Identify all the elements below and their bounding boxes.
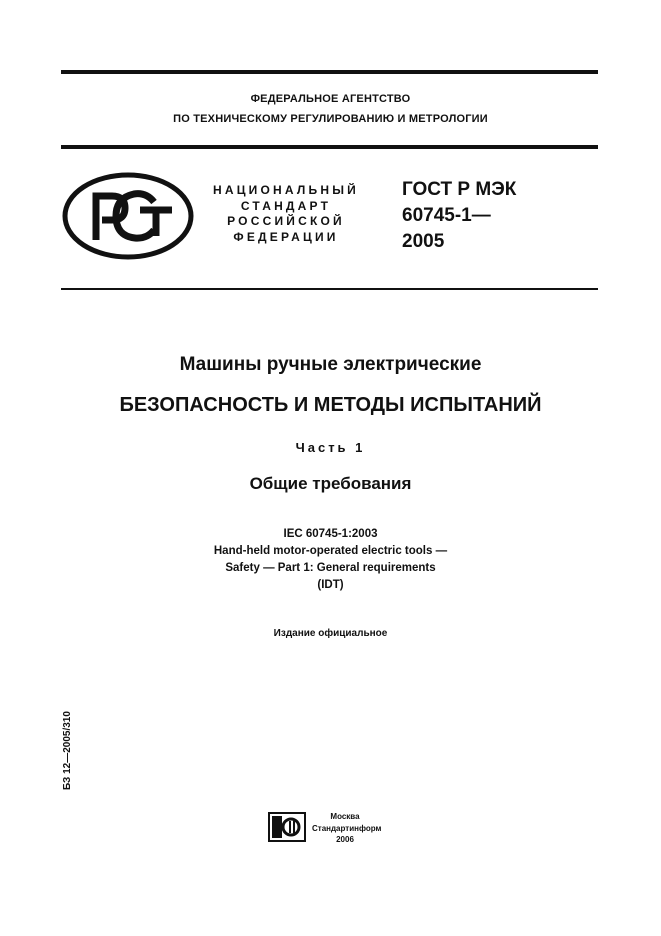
header-rule [61, 145, 598, 149]
national-standard-line-2: СТАНДАРТ [240, 198, 332, 213]
iec-line-3: Safety — Part 1: General requirements [225, 562, 436, 574]
designation-line-3: 2005 [402, 231, 445, 252]
agency-line-2: ПО ТЕХНИЧЕСКОМУ РЕГУЛИРОВАНИЮ И МЕТРОЛОГИИ [173, 113, 488, 125]
standard-designation [402, 177, 516, 255]
side-code: БЗ 12—2005/310 [62, 711, 73, 790]
document-title-caps: БЕЗОПАСНОСТЬ И МЕТОДЫ ИСПЫТАНИЙ [119, 394, 542, 416]
national-standard-line-4: ФЕДЕРАЦИИ [233, 229, 339, 244]
publisher-year: 2006 [336, 835, 354, 844]
top-rule [61, 70, 598, 74]
national-standard-label [198, 183, 374, 245]
edition-label: Издание официальное [273, 628, 388, 639]
designation-line-2: 60745-1— [402, 205, 491, 226]
document-title: Машины ручные электрические [179, 354, 482, 375]
national-standard-line-1: НАЦИОНАЛЬНЫЙ [212, 183, 360, 197]
national-standard-line-3: РОССИЙСКОЙ [227, 214, 345, 228]
publisher-block [312, 811, 382, 846]
designation-line-1: ГОСТ Р МЭК [402, 179, 517, 200]
agency-line-1: ФЕДЕРАЛЬНОЕ АГЕНТСТВО [250, 93, 411, 105]
document-subtitle: Общие требования [249, 474, 412, 493]
publisher-city: Москва [330, 812, 360, 821]
rst-certification-mark-icon [62, 172, 194, 260]
publisher-name: Стандартинформ [312, 823, 382, 833]
iec-line-1: IEC 60745-1:2003 [283, 528, 378, 540]
standartinform-logo-icon [268, 812, 306, 842]
part-label: Часть 1 [295, 440, 366, 455]
iec-reference [0, 526, 661, 594]
divider-rule [61, 288, 598, 290]
iec-line-4: (IDT) [317, 579, 344, 591]
iec-line-2: Hand-held motor-operated electric tools — [213, 545, 448, 557]
